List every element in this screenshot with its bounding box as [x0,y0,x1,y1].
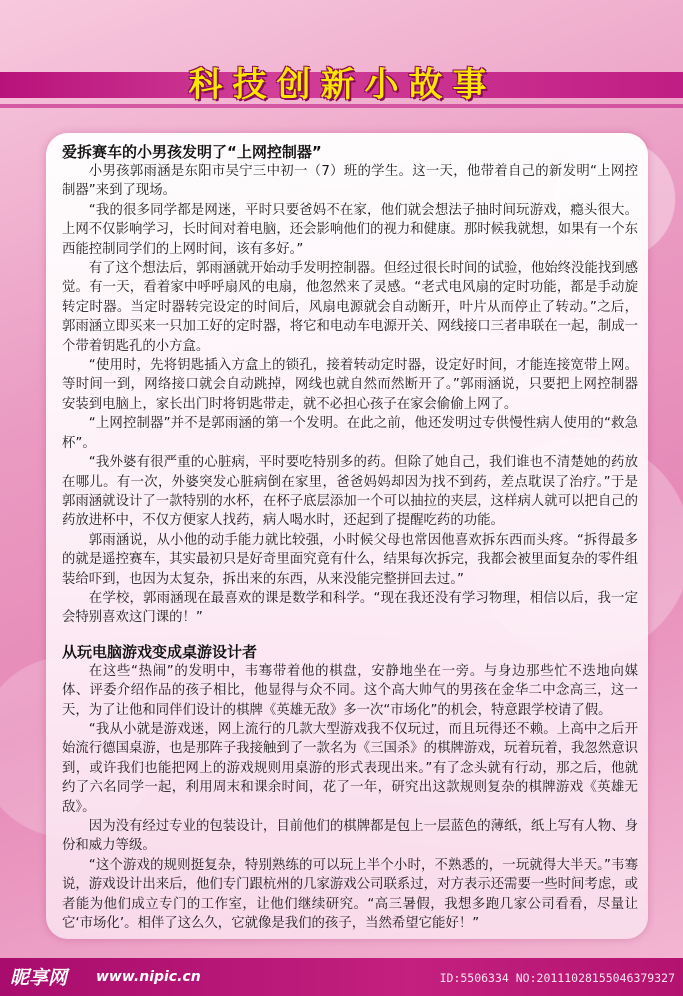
story1-paragraph: 有了这个想法后，郭雨涵就开始动手发明控制器。但经过很长时间的试验，他始终没能找到感觉。有一天，看着家中呼呼扇风的电扇，他忽然来了灵感。“老式电风扇的定时功能，都是手动旋转定时器。当定时器转完设定的时间后，风扇电源就会自动断开，叶片从而停止了转动。”之后，郭雨涵立即买来一只加工好的定时器，将它和电动车电源开关、网线接口三者串联在一起，制成一个带着钥匙孔的小方盒。 [62,261,638,354]
story1-paragraph: “使用时，先将钥匙插入方盒上的锁孔，接着转动定时器，设定好时间，才能连接宽带上网。等时间一到，网络接口就会自动跳掉，网线也就自然而然断开了。”郭雨涵说，只要把上网控制器安装到电脑上，家长出门时将钥匙带走，就不必担心孩子在家会偷偷上网了。 [62,358,638,412]
watermark-id: ID:5506334 NO:20111028155046379327 [439,971,675,985]
story2-paragraph: 因为没有经过专业的包装设计，目前他们的棋牌都是包上一层蓝色的薄纸，纸上写有人物、身份和威力等级。 [62,819,638,854]
watermark-logo: 昵享网 [10,967,68,989]
story2-paragraph: 在这些“热闹”的发明中，韦骞带着他的棋盘，安静地坐在一旁。与身边那些忙不迭地向媒体、评委介绍作品的孩子相比，他显得与众不同。这个高大帅气的男孩在金华二中念高三，这一天，为了让他和同伴们设计的棋牌《英雄无敌》多一次“市场化”的机会，特意跟学校请了假。 [62,663,638,718]
story1-paragraph: 郭雨涵说，从小他的动手能力就比较强，小时候父母也常因他喜欢拆东西而头疼。“拆得最多的就是遥控赛车，其实最初只是好奇里面究竟有什么，结果每次拆完，我都会被里面复杂的零件组装给吓到，也因为太复杂，拆出来的东西，从来没能完整拼回去过。” [62,532,638,587]
story1-paragraph: 在学校，郭雨涵现在最喜欢的课是数学和科学。“现在我还没有学习物理，相信以后，我一定会特别喜欢这门课的！” [62,590,638,626]
story2-paragraph: “我从小就是游戏迷，网上流行的几款大型游戏我不仅玩过，而且玩得还不赖。上高中之后开始流行德国桌游，也是那阵子我接触到了一款名为《三国杀》的棋牌游戏，玩着玩着，我忽然意识到，或许我们也能把网上的游戏规则用桌游的形式表现出来。”有了念头就有行动，那之后，他就约了六名同学一起，利用周末和课余时间，花了一年，研究出这款规则复杂的棋牌游戏《英雄无敌》。 [62,721,638,815]
article-content [62,142,638,933]
story1-paragraph: “我的很多同学都是网迷，平时只要爸妈不在家，他们就会想法子抽时间玩游戏，瘾头很大。上网不仅影响学习，长时间对着电脑，还会影响他们的视力和健康。那时候我就想，如果有一个东西能控制同学们的上网时间，该有多好。” [62,202,638,257]
story2-paragraph: “这个游戏的规则挺复杂，特别熟练的可以玩上半个小时，不熟悉的，一玩就得大半天。”韦骞说，游戏设计出来后，他们专门跟杭州的几家游戏公司联系过，对方表示还需要一些时间考虑，或者能为他们成立专门的工作室，让他们继续研究。“高三暑假，我想多跑几家公司看看，尽量让它‘市场化’。相伴了这么久，它就像是我们的孩子，当然希望它能好！” [62,857,638,932]
story1-paragraph: “上网控制器”并不是郭雨涵的第一个发明。在此之前，他还发明过专供慢性病人使用的“救急杯”。 [62,416,638,451]
story2-title: 从玩电脑游戏变成桌游设计者 [62,642,258,661]
header [150,52,535,110]
watermark-url: www.nipic.cn [96,969,201,985]
story1-title: 爱拆赛车的小男孩发明了“上网控制器” [62,143,322,161]
story1-paragraph: “我外婆有很严重的心脏病，平时要吃特别多的药。但除了她自己，我们谁也不清楚她的药放在哪儿。有一次，外婆突发心脏病倒在家里，爸爸妈妈却因为找不到药，差点耽误了治疗。”于是郭雨涵就设计了一款特别的水杯，在杯子底层添加一个可以抽拉的夹层，这样病人就可以把自己的药放进杯中，不仅方便家人找药，病人喝水时，还起到了提醒吃药的功能。 [62,455,638,529]
story1-paragraph: 小男孩郭雨涵是东阳市吴宁三中初一（7）班的学生。这一天，他带着自己的新发明“上网控制器”来到了现场。 [62,164,638,199]
page-title: 科技创新小故事 [188,64,497,105]
section-gap [62,628,638,642]
